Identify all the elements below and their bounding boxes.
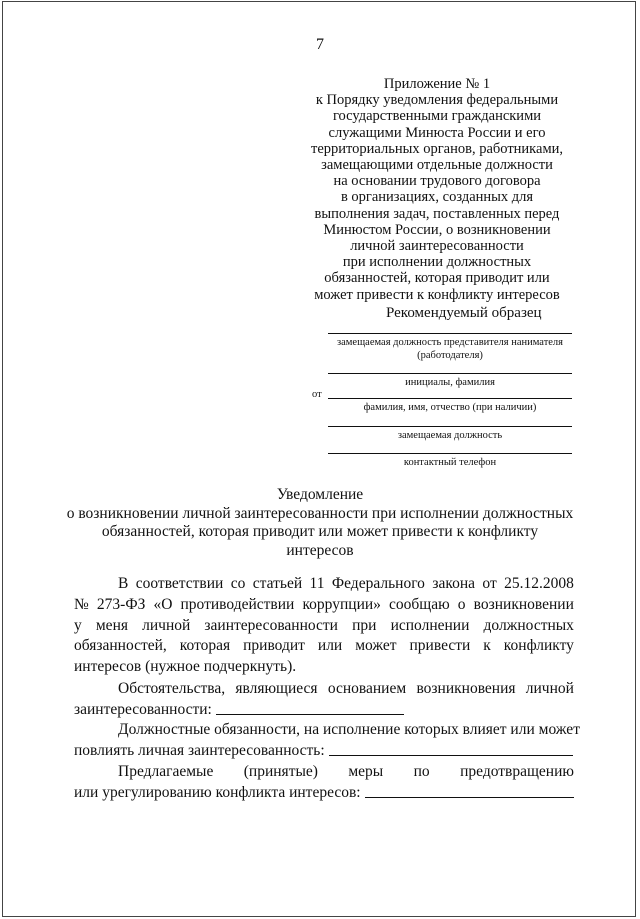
paragraph-2 bbox=[74, 679, 574, 721]
appendix-line: при исполнении должностных bbox=[342, 254, 532, 271]
text-line bbox=[74, 720, 580, 741]
text-line bbox=[74, 762, 574, 783]
employee-fullname-field[interactable] bbox=[328, 390, 572, 399]
word: от bbox=[482, 575, 497, 592]
employer-position-field[interactable] bbox=[328, 325, 572, 334]
word: «О bbox=[153, 595, 173, 613]
appendix-line: замещающими отдельные должности bbox=[321, 157, 553, 174]
appendix-line: выполнения задач, поставленных перед bbox=[314, 205, 560, 222]
word: № bbox=[74, 595, 89, 613]
paragraph-4 bbox=[74, 762, 574, 804]
word: к bbox=[483, 637, 491, 655]
text-line bbox=[74, 636, 574, 657]
paragraph-1 bbox=[74, 574, 574, 678]
word: приводит bbox=[243, 637, 305, 655]
word: 11 bbox=[309, 575, 325, 592]
word: конфликту bbox=[503, 637, 574, 655]
word: по bbox=[413, 763, 430, 780]
word: со bbox=[230, 575, 246, 592]
word: личной bbox=[142, 616, 191, 634]
text-line bbox=[74, 679, 574, 700]
text-line bbox=[74, 595, 574, 616]
text: интересов (нужное подчеркнуть). bbox=[74, 658, 297, 676]
text: или урегулированию конфликта интересов: bbox=[74, 783, 361, 801]
document-title bbox=[0, 486, 640, 560]
page-number: 7 bbox=[316, 36, 324, 53]
text: повлиять личная заинтересованность: bbox=[74, 741, 325, 759]
employer-initials-field[interactable] bbox=[328, 365, 572, 374]
word: о bbox=[457, 595, 466, 613]
appendix-line: к Порядку уведомления федеральными bbox=[315, 92, 559, 109]
word: должностных bbox=[483, 616, 574, 634]
title-line: Уведомление bbox=[276, 486, 364, 503]
text: заинтересованности: bbox=[74, 700, 212, 718]
word: противодействии bbox=[180, 595, 295, 613]
word: которая bbox=[179, 637, 231, 655]
word: личной bbox=[525, 680, 574, 697]
text-line bbox=[74, 574, 574, 595]
word: 273-ФЗ bbox=[96, 595, 146, 613]
word: (принятые) bbox=[243, 763, 318, 780]
appendix-line: территориальных органов, работниками, bbox=[310, 140, 563, 157]
appendix-line: на основании трудового договора bbox=[333, 173, 541, 190]
word: у bbox=[74, 616, 82, 634]
duties-field[interactable] bbox=[329, 741, 573, 756]
employer-position-caption-2: (работодателя) bbox=[417, 350, 483, 361]
paragraph-3 bbox=[74, 720, 580, 762]
appendix-line: Приложение № 1 bbox=[383, 76, 491, 92]
employee-fullname-caption: фамилия, имя, отчество (при наличии) bbox=[363, 402, 537, 413]
appendix-line: Минюстом России, о возникновении bbox=[323, 221, 551, 238]
employer-initials-caption: инициалы, фамилия bbox=[405, 377, 495, 388]
phone-field[interactable] bbox=[328, 445, 572, 454]
word: сообщаю bbox=[389, 595, 450, 613]
appendix-line: государственными гражданскими bbox=[332, 108, 542, 125]
word: может bbox=[355, 637, 397, 655]
appendix-line: может привести к конфликту интересов bbox=[314, 286, 560, 303]
word: основанием bbox=[327, 680, 407, 697]
sample-label: Рекомендуемый образец bbox=[386, 305, 542, 321]
word: или bbox=[317, 637, 343, 655]
from-label: от bbox=[312, 389, 322, 400]
employee-position-field[interactable] bbox=[328, 418, 572, 427]
text-line bbox=[74, 657, 574, 678]
appendix-line: личной заинтересованности bbox=[350, 238, 524, 255]
word: привести bbox=[409, 637, 471, 655]
title-line: интересов bbox=[286, 541, 354, 559]
word: меры bbox=[348, 763, 384, 780]
appendix-line: обязанностей, которая приводит или bbox=[324, 270, 550, 287]
appendix-block bbox=[292, 76, 582, 303]
text-line bbox=[74, 783, 574, 804]
word: являющиеся bbox=[235, 680, 318, 697]
text-line bbox=[74, 700, 574, 721]
circumstances-field[interactable] bbox=[216, 700, 404, 715]
word: Предлагаемые bbox=[118, 763, 214, 780]
word: обязанностей, bbox=[74, 637, 167, 655]
text-line bbox=[74, 616, 574, 637]
word: исполнении bbox=[390, 616, 470, 634]
title-line: о возникновении личной заинтересованности при исполнении должностных bbox=[66, 504, 574, 522]
word: статьей bbox=[252, 575, 303, 592]
word: возникновения bbox=[416, 680, 516, 697]
measures-field[interactable] bbox=[365, 783, 574, 798]
word: заинтересованности bbox=[204, 616, 338, 634]
word: Обстоятельства, bbox=[118, 680, 226, 697]
word: В bbox=[118, 575, 129, 592]
title-line: обязанностей, которая приводит или может привести к конфликту bbox=[101, 523, 539, 541]
word: возникновении bbox=[473, 595, 574, 613]
word: соответствии bbox=[135, 575, 224, 592]
employee-position-caption: замещаемая должность bbox=[397, 430, 503, 441]
employer-position-caption: замещаемая должность представителя нанимателя bbox=[336, 337, 564, 348]
word: закона bbox=[432, 575, 475, 592]
word: при bbox=[352, 616, 377, 634]
word: предотвращению bbox=[460, 763, 574, 780]
appendix-line: служащими Минюста России и его bbox=[328, 124, 546, 141]
phone-caption: контактный телефон bbox=[403, 457, 497, 468]
word: Федерального bbox=[331, 575, 425, 592]
appendix-line: в организациях, созданных для bbox=[340, 189, 534, 206]
text-line bbox=[74, 741, 574, 762]
text: Должностные обязанности, на исполнение которых влияет или может bbox=[118, 721, 580, 738]
word: коррупции» bbox=[302, 595, 381, 613]
word: меня bbox=[95, 616, 128, 634]
word: 25.12.2008 bbox=[504, 575, 574, 592]
